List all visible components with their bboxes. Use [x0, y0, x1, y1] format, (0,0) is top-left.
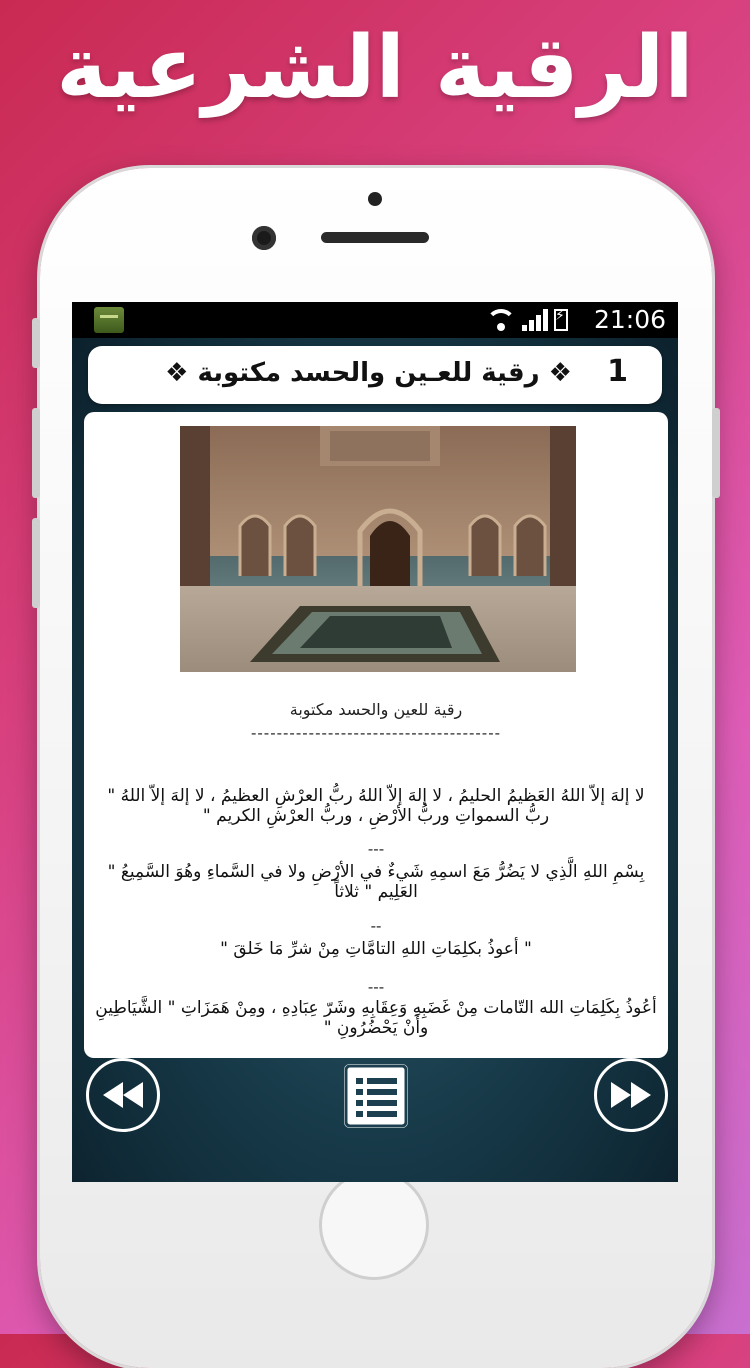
- front-camera: [252, 226, 276, 250]
- courtyard-image: [180, 426, 576, 672]
- battery-icon: [554, 309, 568, 331]
- caption-divider: ---------------------------------------: [250, 724, 502, 742]
- promo-title: الرقية الشرعية: [56, 18, 694, 118]
- wifi-icon: [486, 309, 516, 331]
- home-button[interactable]: [319, 1170, 429, 1280]
- page-title: ❖ رقية للعـين والحسد مكتوبة ❖: [165, 358, 572, 388]
- previous-button[interactable]: [86, 1058, 160, 1132]
- earpiece-speaker: [321, 232, 429, 243]
- next-button[interactable]: [594, 1058, 668, 1132]
- status-time: 21:06: [593, 305, 666, 334]
- separator-1: ---: [367, 840, 385, 858]
- phone-mute-switch: [32, 318, 40, 368]
- ruqyah-paragraph-3: " أعوذُ بكلِمَاتِ اللهِ التامَّاتِ مِنْ شرِّ مَا خَلقَ ": [220, 939, 532, 959]
- content-card[interactable]: [84, 412, 668, 1058]
- signal-icon: [522, 309, 548, 331]
- ruqyah-paragraph-1: لا إلهَ إلاّ اللهُ العَظيمُ الحليمُ ، لا إلهَ إلاّ اللهُ ربُّ العرْشِ العظيمُ ، لا إلهَ إلاّ اللهُ " ربُّ السمواتِ وربُّ الأرْضِ ، وربُّ العرْشِ الكريم ": [107, 786, 645, 826]
- app-launcher-icon: [94, 307, 124, 333]
- phone-volume-down: [32, 518, 40, 608]
- content-caption: رقية للعين والحسد مكتوبة: [289, 700, 463, 719]
- phone-power-button: [712, 408, 720, 498]
- ruqyah-paragraph-4: أعُوذُ بِكَلِمَاتِ الله التّامات مِنْ غَضَبِهِ وَعِقَابِهِ وشَرّ عِبَادِهِ ، ومِنْ هَمَزَاتِ " الشَّيَاطِينِ وأَنْ يَحْضُرُونِ ": [95, 998, 657, 1038]
- proximity-sensor: [368, 192, 382, 206]
- phone-volume-up: [32, 408, 40, 498]
- status-bar: [72, 302, 678, 338]
- ruqyah-paragraph-2: بِسْمِ اللهِ الَّذِي لا يَضُرُّ مَعَ اسمِهِ شَيءٌ في الأرْضِ ولا في السَّماءِ وهُوَ السَّمِيعُ " العَلِيم " ثلاثاً: [107, 862, 645, 902]
- item-number: 1: [607, 354, 628, 389]
- separator-3: ---: [367, 978, 385, 996]
- list-menu-button[interactable]: [344, 1064, 408, 1128]
- fast-forward-icon: [609, 1082, 653, 1108]
- rewind-icon: [101, 1082, 145, 1108]
- list-menu-icon: [344, 1064, 408, 1128]
- header-card: [88, 346, 662, 404]
- separator-2: --: [370, 917, 382, 935]
- app-screen: [72, 302, 678, 1182]
